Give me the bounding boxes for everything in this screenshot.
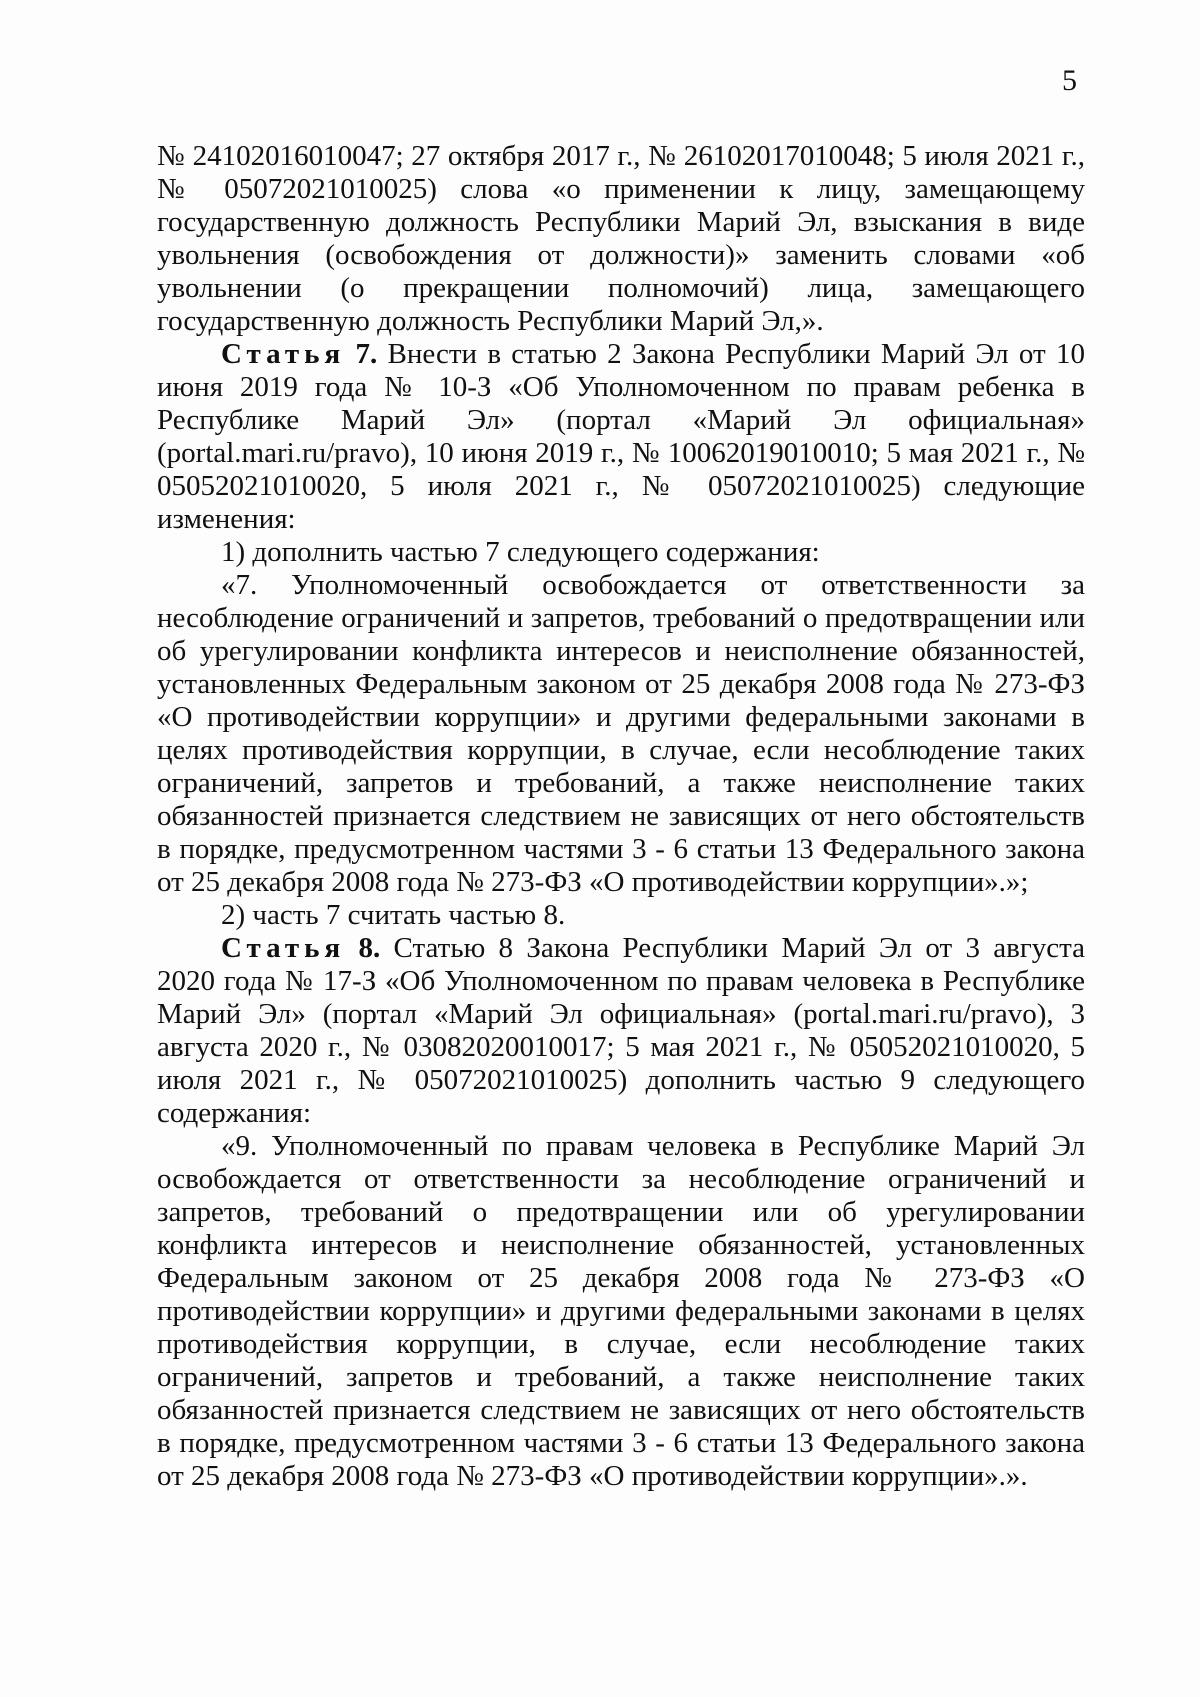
article-7-text: Внести в статью 2 Закона Республики Марий Эл от 10 июня 2019 года № 10-З «Об Уполномоченном по правам ребенка в Республике Марий Эл» (портал «Марий Эл официальная» (portal.mari.ru/pravo), 10 июня 2019 г., № 10062019010010; 5 мая 2021 г., № 05052021010020, 5 июля 2021 г., № 05072021010025) следующие изменения: (157, 338, 1085, 535)
article-7-quote: «7. Уполномоченный освобождается от ответственности за несоблюдение ограничений и запретов, требований о предотвращении или об урегулировании конфликта интересов и неисполнение обязанностей, установленных Федеральным законом от 25 декабря 2008 года № 273-ФЗ «О противодействии коррупции» и другими федеральными законами в целях противодействия коррупции, в случае, если несоблюдение таких ограничений, запретов и требований, а также неисполнение таких обязанностей признается следствием не зависящих от него обстоятельств в порядке, предусмотренном частями 3 - 6 статьи 13 Федерального закона от 25 декабря 2008 года № 273-ФЗ «О противодействии коррупции».»; (157, 569, 1085, 898)
article-8-number: 8. (358, 932, 381, 964)
article-8-text: Статью 8 Закона Республики Марий Эл от 3 августа 2020 года № 17-З «Об Уполномоченном по правам человека в Республике Марий Эл» (портал «Марий Эл официальная» (portal.mari.ru/pravo), 3 августа 2020 г., № 03082020010017; 5 мая 2021 г., № 05052021010020, 5 июля 2021 г., № 05072021010025) дополнить частью 9 следующего содержания: (157, 932, 1086, 1129)
article-7-item-1: 1) дополнить частью 7 следующего содержания: (221, 536, 820, 568)
article-8-quote: «9. Уполномоченный по правам человека в Республике Марий Эл освобождается от ответственности за несоблюдение ограничений и запретов, требований о предотвращении или об урегулировании конфликта интересов и неисполнение обязанностей, установленных Федеральным законом от 25 декабря 2008 года № 273-ФЗ «О противодействии коррупции» и другими федеральными законами в целях противодействия коррупции, в случае, если несоблюдение таких ограничений, запретов и требований, а также неисполнение таких обязанностей признается следствием не зависящих от него обстоятельств в порядке, предусмотренном частями 3 - 6 статьи 13 Федерального закона от 25 декабря 2008 года № 273-ФЗ «О противодействии коррупции».». (157, 1130, 1085, 1492)
article-7 (157, 338, 1085, 536)
page-number: 5 (1062, 64, 1077, 97)
article-7-label: Статья (221, 338, 346, 370)
article-7-number: 7. (355, 338, 378, 370)
article-8-label: Статья (221, 932, 346, 964)
article-7-item-2: 2) часть 7 считать частью 8. (221, 899, 566, 931)
document-body (157, 140, 1085, 1493)
article-8 (157, 932, 1085, 1130)
paragraph-continuation: № 24102016010047; 27 октября 2017 г., № 26102017010048; 5 июля 2021 г., № 05072021010025) слова «о применении к лицу, замещающему государственную должность Республики Марий Эл, взыскания в виде увольнения (освобождения от должности)» заменить словами «об увольнении (о прекращении полномочий) лица, замещающего государственную должность Республики Марий Эл,». (157, 140, 1085, 337)
